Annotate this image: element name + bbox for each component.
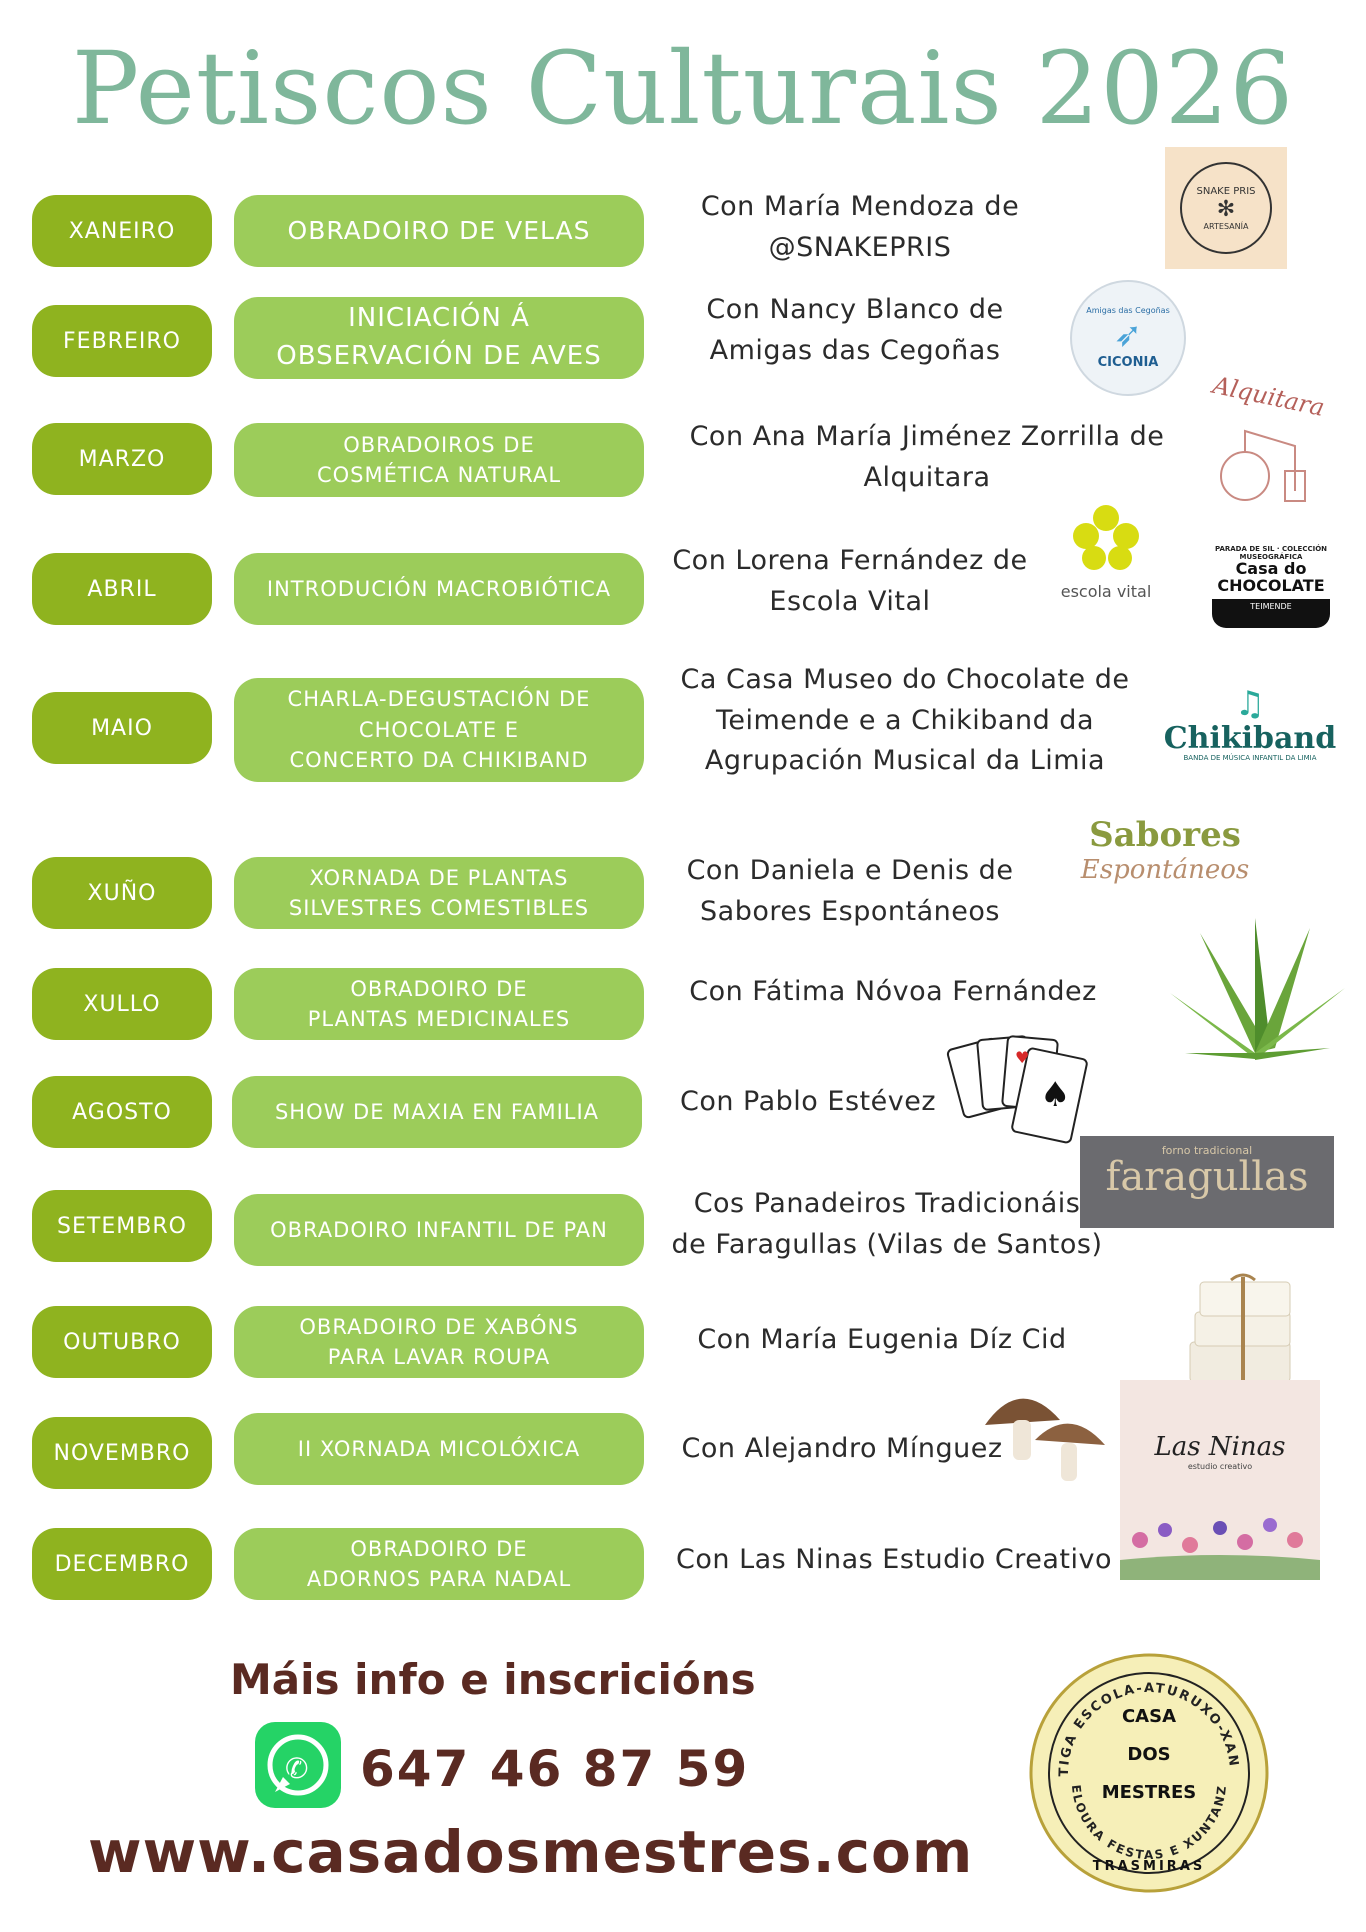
event-pill: OBRADOIRO DE XABÓNS PARA LAVAR ROUPA [234,1306,644,1378]
month-pill: SETEMBRO [32,1190,212,1262]
website-link[interactable]: www.casadosmestres.com [88,1818,974,1886]
host-text: Con Lorena Fernández de Escola Vital [672,545,1028,617]
event-pill: OBRADOIRO DE VELAS [234,195,644,267]
logo-text: CICONIA [1097,355,1159,370]
las-ninas-logo [1120,1380,1320,1580]
month-pill: XULLO [32,968,212,1040]
event-pill: INICIACIÓN Á OBSERVACIÓN DE AVES [234,297,644,379]
logo-text: Sabores [1089,815,1241,855]
event-pill: XORNADA DE PLANTAS SILVESTRES COMESTIBLES [234,857,644,929]
whatsapp-icon[interactable] [255,1722,341,1808]
logo-text: escola vital [1060,582,1152,601]
logo-text: faragullas [1105,1154,1309,1200]
logo-sub: Espontáneos [1080,855,1250,885]
still-icon [1200,411,1330,511]
host-text: Con Alejandro Mínguez [681,1433,1003,1464]
event-pill: II XORNADA MICOLÓXICA [234,1413,644,1485]
ciconia-logo [1070,280,1186,396]
host-text: Con Daniela e Denis de Sabores Espontáneos [686,855,1014,927]
host-text: Cos Panadeiros Tradicionáis de Faragullas (Vilas de Santos) [671,1188,1103,1260]
svg-text:✆: ✆ [285,1752,309,1785]
event-pill: SHOW DE MAXIA EN FAMILIA [232,1076,642,1148]
flowers-icon [1120,1500,1320,1580]
logo-text: SNAKE PRIS [1196,185,1256,197]
seal-line: CASA [1121,1706,1177,1727]
music-note-icon: ♫ [1234,684,1266,724]
host-text: Con María Mendoza de @SNAKEPRIS [700,191,1020,263]
mushroom-image [975,1375,1115,1485]
logo-sub: Amigas das Cegoñas [1086,306,1170,315]
phone-number[interactable]: 647 46 87 59 [360,1740,750,1798]
bee-icon: ✻ [1216,196,1236,222]
event-pill: OBRADOIROS DE COSMÉTICA NATURAL [234,423,644,497]
host-text: Ca Casa Museo do Chocolate de Teimende e a Chikiband da Agrupación Musical da Limia [680,664,1130,776]
logo-text: Las Ninas [1154,1432,1286,1462]
event-pill: CHARLA-DEGUSTACIÓN DE CHOCOLATE E CONCERTO DA CHIKIBAND [234,678,644,782]
logo-text: Chikiband [1163,721,1337,756]
month-pill: XANEIRO [32,195,212,267]
svg-text:♥: ♥ [1015,1048,1030,1067]
event-pill: OBRADOIRO DE ADORNOS PARA NADAL [234,1528,644,1600]
logo-sub: TEIMENDE [1212,599,1330,628]
soap-image [1165,1272,1315,1392]
snake-pris-logo [1165,147,1287,269]
footer-info: Máis info e inscricións [230,1655,756,1704]
month-pill: NOVEMBRO [32,1417,212,1489]
seal-line: DOS [1127,1744,1171,1765]
month-pill: DECEMBRO [32,1528,212,1600]
event-pill: OBRADOIRO DE PLANTAS MEDICINALES [234,968,644,1040]
logo-sub: ARTESANÍA [1203,221,1249,231]
stork-icon: ➶ [1113,315,1143,355]
month-pill: MARZO [32,423,212,495]
month-pill: ABRIL [32,553,212,625]
flower-icon [1066,498,1146,578]
seal-bottom: TRASMIRAS [1092,1859,1206,1874]
casa-chocolate-logo [1212,545,1330,653]
seal-line: MESTRES [1101,1782,1197,1803]
host-text: Con María Eugenia Díz Cid [697,1324,1067,1355]
host-text: Con Pablo Estévez [679,1086,936,1117]
logo-text: Casa do CHOCOLATE [1217,559,1325,595]
faragullas-logo [1080,1136,1334,1228]
page-title: Petiscos Culturais 2026 [71,30,1295,147]
month-pill: XUÑO [32,857,212,929]
cards-image [945,1028,1095,1148]
aloe-image [1160,913,1350,1063]
host-text: Con Ana María Jiménez Zorrilla de Alquitara [689,421,1165,493]
host-text: Con Nancy Blanco de Amigas das Cegoñas [706,294,1004,366]
alquitara-logo [1200,371,1330,513]
logo-sub: forno tradicional [1161,1144,1253,1157]
casa-dos-mestres-seal [1028,1652,1270,1894]
logo-text: Alquitara [1210,371,1327,422]
logo-title: PARADA DE SIL · COLECCIÓN MUSEOGRÁFICA [1214,545,1328,561]
month-pill: OUTUBRO [32,1306,212,1378]
svg-text:♠: ♠ [1040,1075,1071,1115]
logo-sub: BANDA DE MÚSICA INFANTIL DA LIMIA [1183,754,1317,762]
month-pill: AGOSTO [32,1076,212,1148]
sabores-logo [1055,815,1275,925]
logo-sub: estudio creativo [1187,1462,1253,1471]
seal-ring-top: TIGA ESCOLA-ATURUXO-XAN [1056,1680,1242,1777]
month-pill: FEBREIRO [32,305,212,377]
host-text: Con Las Ninas Estudio Creativo [676,1544,1112,1575]
chikiband-logo [1160,684,1340,784]
seal-ring-bottom: ELOURA FESTAS E XUNTANZ [1068,1783,1230,1863]
event-pill: INTRODUCIÓN MACROBIÓTICA [234,553,644,625]
event-pill: OBRADOIRO INFANTIL DE PAN [234,1194,644,1266]
host-text: Con Fátima Nóvoa Fernández [689,976,1097,1007]
month-pill: MAIO [32,692,212,764]
escola-vital-logo [1056,498,1156,618]
